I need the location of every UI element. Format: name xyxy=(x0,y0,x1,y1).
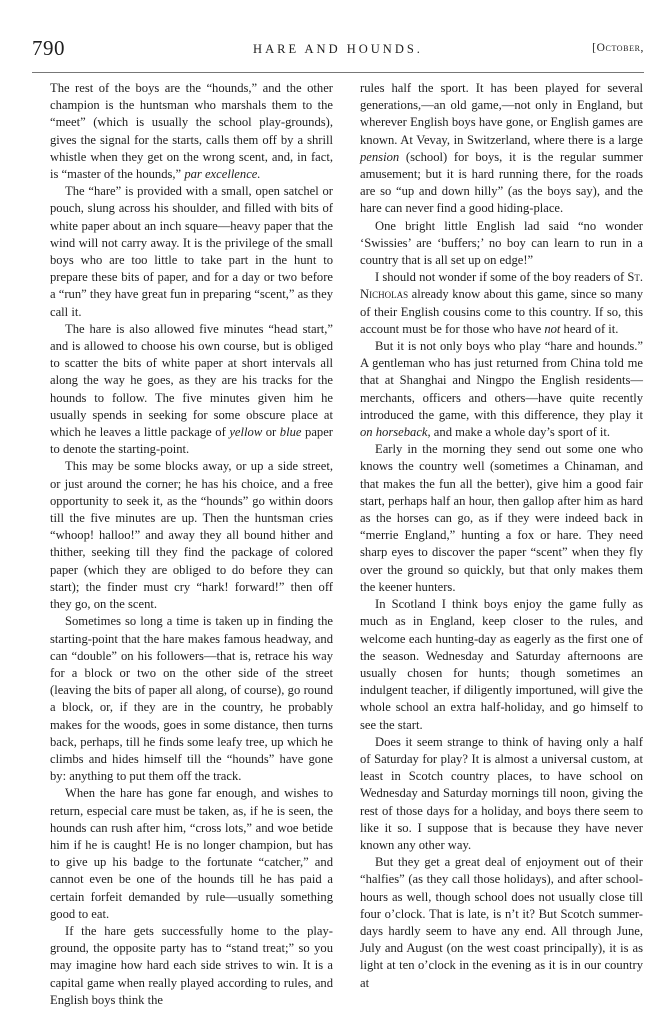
issue-month: [October, xyxy=(592,42,644,54)
paragraph: Early in the morning they send out some one who knows the country well (sometimes a Chinaman, and that makes the fun all the better), give him a good fair start, perhaps half an hour, then gallop after him as hard as the horses can go, as if they were indeed back in “merrie England,” hunting a fox or hare. They need sharp eyes to discover the paper “scent” when they fly over the ground so quickly, but that only makes them the keener hunters. xyxy=(360,442,643,594)
paragraph: When the hare has gone far enough, and wishes to return, especial care must be taken, as, if he is seen, the hounds can rush after him, “cross lots,” and woe betide him if he is caught! He is no longer champion, but has to give up his badge to the fortunate “catcher,” and cannot even be one of the hounds till he has paid a certain forfeit demanded by rule—usually something good to eat. xyxy=(50,786,333,921)
paragraph: I should not wonder if some of the boy readers of St. Nicholas already know about this game, since so many of their English cousins come to this country. If so, this account must be for those who have not heard of it. xyxy=(360,270,643,336)
right-column xyxy=(360,80,643,992)
header-rule xyxy=(32,72,644,73)
left-column xyxy=(50,80,333,1009)
paragraph: The “hare” is provided with a small, open satchel or pouch, slung across his shoulder, and filled with bits of white paper about an inch square—heavy paper that the wind will not carry away. It is the privilege of the small boys who are too little to take part in the hunt to prepare these bits of paper, and for a day or two before a “run” they have great fun in preparing “scent,” as they call it. xyxy=(50,184,333,319)
page-number: 790 xyxy=(32,36,65,60)
running-title: HARE AND HOUNDS. xyxy=(253,42,423,56)
paragraph: The rest of the boys are the “hounds,” and the other champion is the huntsman who marshals them to the “meet” (which is usually the school play-grounds), gives the signal for the starts, calls them off by a shrill whistle when they get on the wrong scent, and, in fact, is “master of the hounds,” par excellence. xyxy=(50,81,333,182)
page-header xyxy=(32,34,644,64)
paragraph: One bright little English lad said “no wonder ‘Swissies’ are ‘buffers;’ no boy can learn to run in a country that is all set up on edge!” xyxy=(360,218,643,268)
paragraph: This may be some blocks away, or up a side street, or just around the corner; he has his choice, and a free opportunity to seek it, as the “hounds” go within doors till the five minutes are up. Then the huntsman cries “whoop! halloo!” and away they all bound hither and thither, seeking till they find the package of colored paper (which they are obliged to do before they can start); the finder must cry “hark! forward!” then off they go, on the scent. xyxy=(50,459,333,612)
paragraph: In Scotland I think boys enjoy the game fully as much as in England, keep closer to the rules, and welcome each hunting-day as eagerly as the first one of the season. Wednesday and Saturday afternoons are usually chosen for hunts; though sometimes an indulgent teacher, if diligently importuned, will give the whole school an extra half-holiday, and go himself to see the start. xyxy=(360,597,643,732)
paragraph: Sometimes so long a time is taken up in finding the starting-point that the hare makes famous headway, and can “double” on his followers—that is, retrace his way for a block or two on the other side of the street (leaving the bits of paper all along, of course), go round a block, or, if they are in the country, he probably makes for the woods, goes in some distance, then turns back, perhaps, till he finds some leafy tree, up which he climbs and hides himself till the “hounds” have gone by: anything to put them off the track. xyxy=(50,614,333,784)
paragraph: Does it seem strange to think of having only a half of Saturday for play? It is almost a universal custom, at least in Scotch country places, to have school on Wednesday and Saturday mornings till noon, giving the rest of those days for a holiday, and boys there seem to like it so. I suppose that is because they have never known any other way. xyxy=(360,734,643,852)
paragraph: But they get a great deal of enjoyment out of their “halfies” (as they call those holidays), and after school-hours as well, though school does not usually close till four o’clock. That is late, is n’t it? But Scotch summer-days hardly seem to have any end. All through June, July and August (on the west coast principally), it is as light at ten o’clock in the evening as it is in our country at xyxy=(360,855,643,990)
paragraph: The hare is also allowed five minutes “head start,” and is allowed to choose his own course, but is obliged to scatter the bits of white paper at short intervals all along the way he goes, as they are his tracks for the hounds to follow. The five minutes given him he usually spends in seeking for some obscure place at which he leaves a little package of yellow or blue paper to denote the starting-point. xyxy=(50,321,333,457)
paragraph: If the hare gets successfully home to the play-ground, the opposite party has to “stand treat;” so you may imagine how hard each side strives to win. It is a capital game when really played according to rules, and English boys think the xyxy=(50,923,333,1007)
paragraph: rules half the sport. It has been played for several generations,—an old game,—not only in England, but wherever English boys have gone, or English games are known. At Vevay, in Switzerland, where there is a large pension (school) for boys, it is the regular summer amusement; but it is hard running there, for the roads are so “up and down hilly” (as the boys say), and the hare can never find a good hiding-place. xyxy=(360,81,643,216)
paragraph: But it is not only boys who play “hare and hounds.” A gentleman who has just returned from China told me that at Shanghai and Ningpo the English residents—merchants, officers and others—have quite recently introduced the game, with this difference, they play it on horseback, and make a whole day’s sport of it. xyxy=(360,339,643,440)
